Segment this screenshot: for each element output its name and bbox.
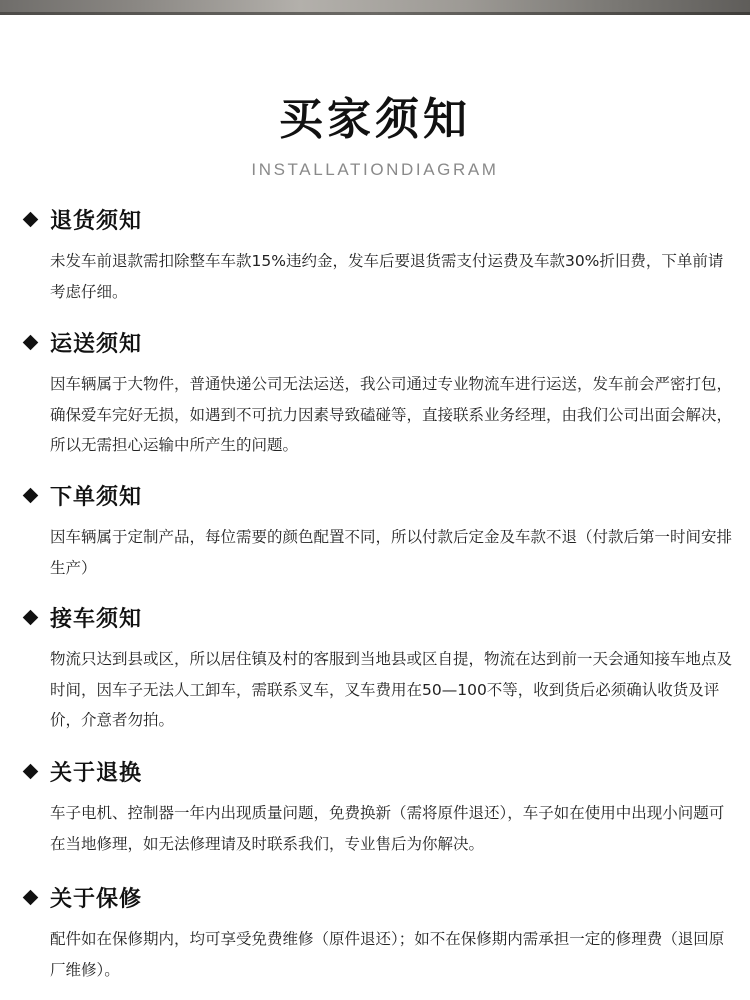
section-title: 关于保修 [50, 886, 143, 912]
header-photo-strip [0, 0, 750, 15]
section-header [20, 202, 142, 236]
section-header [20, 880, 142, 914]
section-header [20, 325, 142, 359]
diamond-bullet-icon [23, 334, 39, 350]
section-body: 未发车前退款需扣除整车车款15%违约金，发车后要退货需支付运费及车款30%折旧费，下单前请考虑仔细。 [50, 252, 724, 301]
section-title: 退货须知 [50, 208, 143, 234]
section-body: 因车辆属于定制产品，每位需要的颜色配置不同，所以付款后定金及车款不退（付款后第一时间安排生产） [50, 528, 733, 577]
diamond-bullet-icon [23, 211, 39, 227]
diamond-bullet-icon [23, 609, 39, 625]
diamond-bullet-icon [23, 487, 39, 503]
page-subtitle: INSTALLATIONDIAGRAM [251, 160, 499, 179]
section-header [20, 600, 142, 634]
section-title: 下单须知 [50, 484, 143, 510]
section-title: 接车须知 [50, 606, 143, 632]
section-body: 车子电机、控制器一年内出现质量问题，免费换新（需将原件退还），车子如在使用中出现小问题可在当地修理，如无法修理请及时联系我们，专业售后为你解决。 [50, 804, 725, 853]
section-header [20, 478, 142, 512]
section-header [20, 754, 142, 788]
section-title: 关于退换 [50, 760, 143, 786]
diamond-bullet-icon [23, 763, 39, 779]
section-body: 物流只达到县或区，所以居住镇及村的客服到当地县或区自提，物流在达到前一天会通知接车地点及时间，因车子无法人工卸车，需联系叉车，叉车费用在50—100不等，收到货后必须确认收货及评价，介意者勿拍。 [50, 650, 733, 729]
section-title: 运送须知 [50, 331, 143, 357]
diamond-bullet-icon [23, 889, 39, 905]
page-title: 买家须知 [279, 94, 471, 145]
section-body: 因车辆属于大物件，普通快递公司无法运送，我公司通过专业物流车进行运送，发车前会严密打包，确保爱车完好无损，如遇到不可抗力因素导致磕碰等，直接联系业务经理，由我们公司出面会解决，所以无需担心运输中所产生的问题。 [50, 375, 733, 454]
section-body: 配件如在保修期内，均可享受免费维修（原件退还）；如不在保修期内需承担一定的修理费（退回原厂维修）。 [50, 930, 725, 979]
